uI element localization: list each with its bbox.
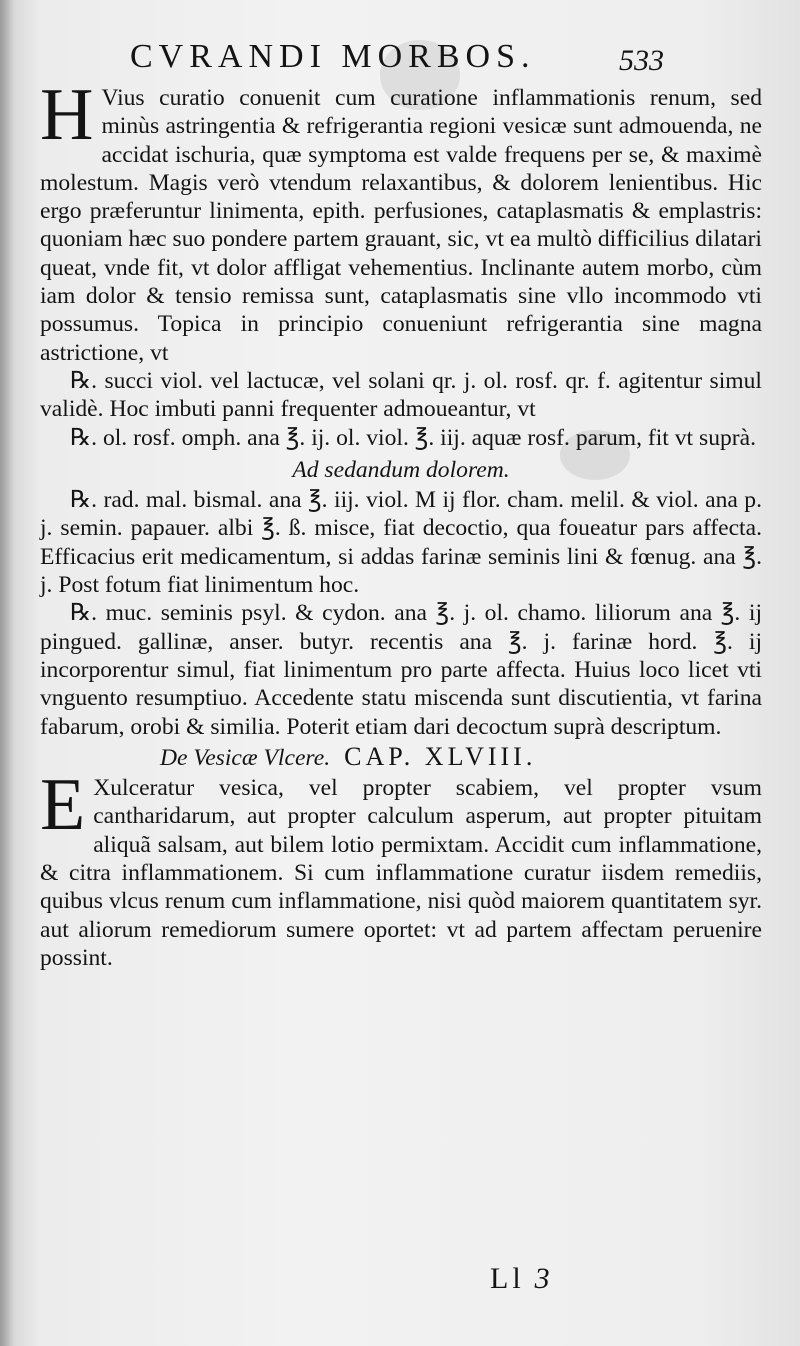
paragraph: [40, 74, 762, 367]
signature-number: 3: [534, 1262, 554, 1295]
chapter-number: CAP. XLVIII.: [344, 741, 537, 771]
gutter-shadow: [0, 0, 14, 1346]
signature-mark: [490, 1262, 554, 1296]
section-subheading: Ad sedandum dolorem.: [292, 456, 510, 483]
recipe-paragraph: ℞. rad. mal. bismal. ana ℥. iij. viol. M ij flor. cham. melil. & viol. ana p. j. semin. papauer. albi ℥. ß. misce, fiat decoctio, qua foueatur pars affecta. Efficacius erit medicamentum, si addas farinæ seminis lini & fœnug. ana ℥. j. Post fotum fiat linimentum hoc.: [40, 487, 762, 599]
paragraph-text: Vius curatio conuenit cum curatione inflammationis renum, sed minùs astringentia & refrigerantia regioni vesicæ sunt admouenda, ne accidat ischuria, quæ symptoma est valde frequens per se, & maximè molestum. Magis verò vtendum relaxantibus, & dolorem lenientibus. Hic ergo præferuntur linimenta, epith. perfusiones, cataplasmatis & emplastris: quoniam hæc suo pondere partem grauant, sic, vt ea multò difficilius dilatari queat, vnde fit, vt dolor affligat vehementius. Inclinante autem morbo, cùm iam dolor & tensio remissa sunt, cataplasmatis sine vllo incommodo vti possumus. Topica in principio conueniunt refrigerantia sine magna astrictione, vt: [40, 85, 762, 366]
body-text: [40, 74, 762, 972]
recipe-paragraph: ℞. muc. seminis psyl. & cydon. ana ℥. j. ol. chamo. liliorum ana ℥. ij pingued. gallinæ, anser. butyr. recentis ana ℥. j. farinæ hord. ℥. ij incorporentur simul, fiat linimentum pro parte affecta. Huius loco licet vti vnguento resumptiuo. Accedente statu miscenda sunt discutientia, vt farina fabarum, orobi & similia. Poterit etiam dari decoctum suprà descriptum.: [40, 600, 762, 740]
recipe-paragraph: ℞. succi viol. vel lactucæ, vel solani qr. j. ol. rosf. qr. f. agitentur simul validè. Hoc imbuti panni frequenter admoueantur, vt: [40, 367, 762, 423]
chapter-title: De Vesicæ Vlcere.: [160, 744, 331, 771]
signature-letters: Ll: [490, 1262, 525, 1295]
drop-cap: H: [40, 74, 94, 156]
paragraph: [40, 764, 762, 972]
running-head: [100, 30, 664, 86]
page-number: 533: [619, 44, 664, 77]
running-title: CVRANDI MORBOS.: [130, 38, 536, 75]
chapter-heading: [40, 743, 762, 772]
recipe-paragraph: ℞. ol. rosf. omph. ana ℥. ij. ol. viol. ℥. iij. aquæ rosf. parum, fit vt suprà.: [70, 424, 757, 451]
paragraph-text: Xulceratur vesica, vel propter scabiem, vel propter vsum cantharidarum, aut propter calculum asperum, aut propter pituitam aliquã salsam, aut bilem lotio permixtam. Accidit cum inflammatione, & citra inflammationem. Si cum inflammatione curatur iisdem remediis, quibus vlcus renum cum inflammatione, nisi quòd maiorem quantitatem syr. aut aliorum remediorum sumere oportet: vt ad partem affectam peruenire possint.: [40, 775, 762, 971]
drop-cap: E: [40, 764, 86, 847]
